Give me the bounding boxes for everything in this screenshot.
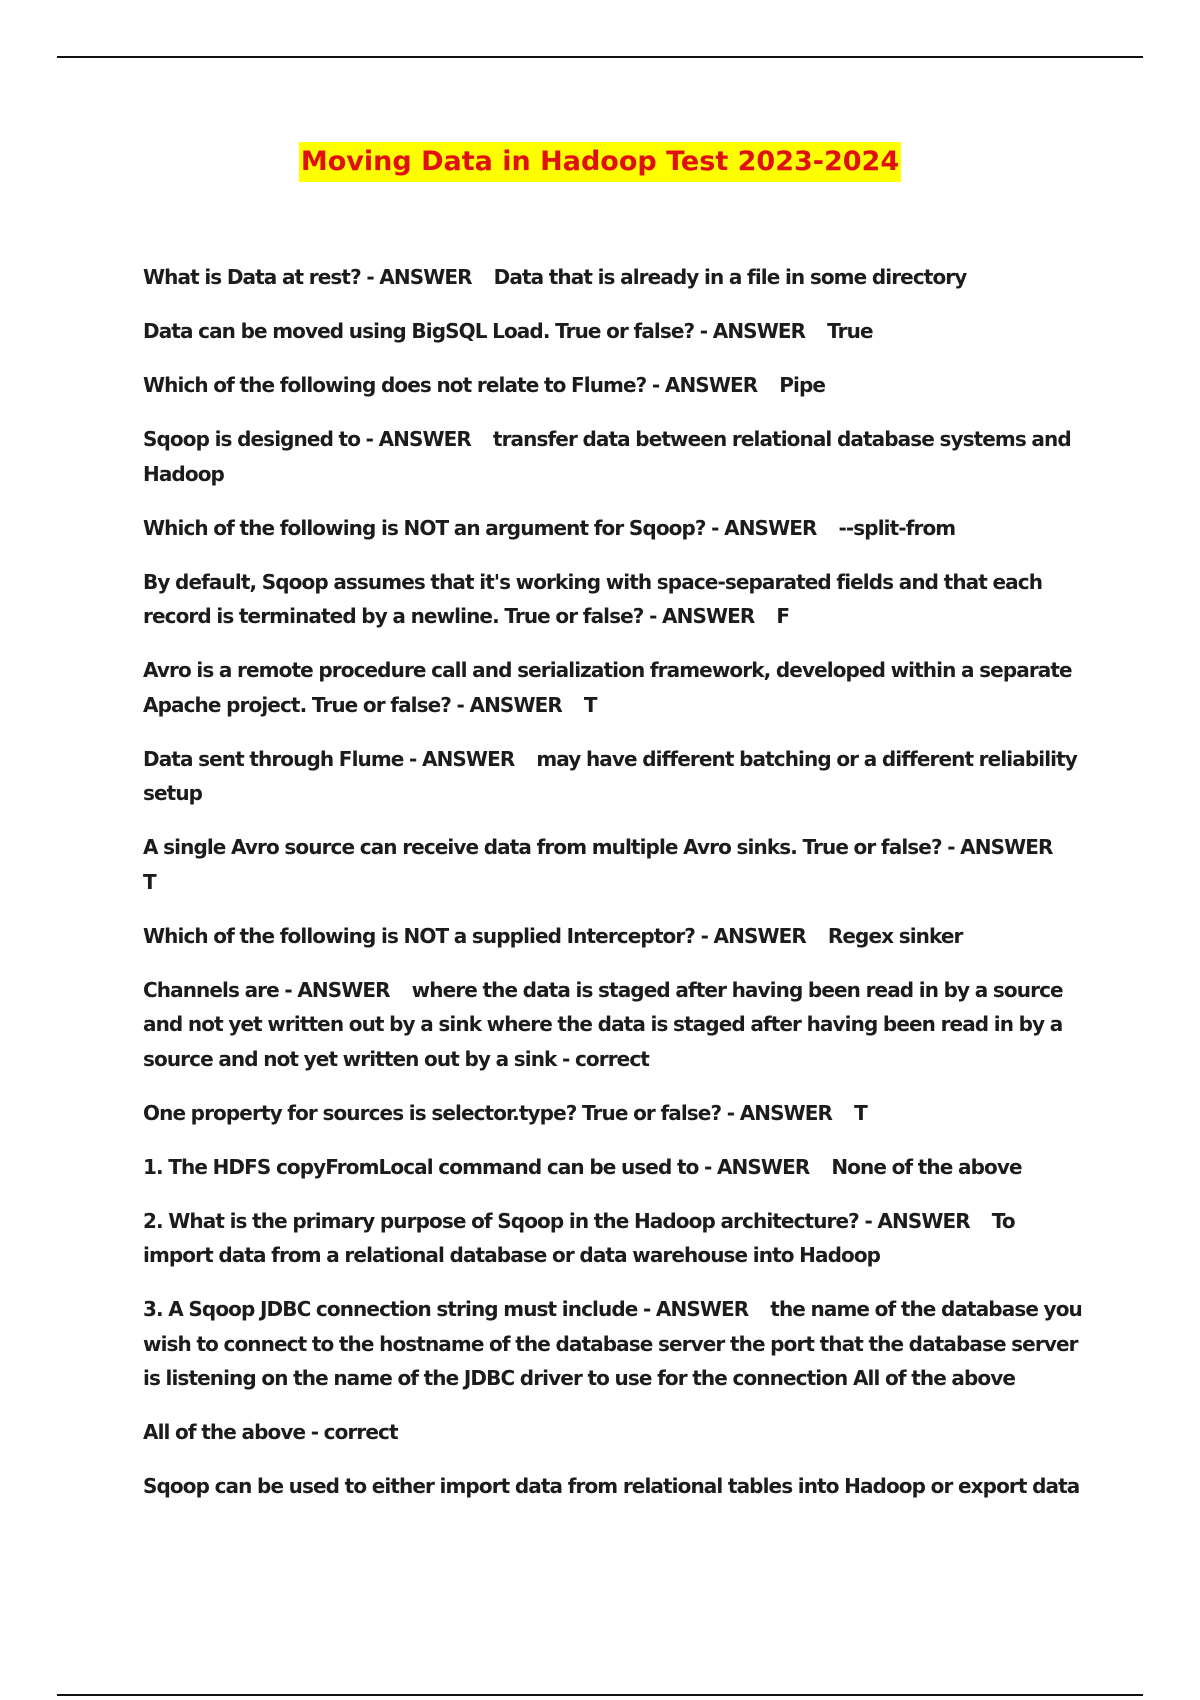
question-text: Which of the following is NOT a supplied Interceptor? - ANSWER	[143, 923, 806, 948]
question-text: 3. A Sqoop JDBC connection string must include - ANSWER	[143, 1297, 749, 1321]
answer-text: None of the above	[831, 1154, 1022, 1179]
question-text: Sqoop is designed to - ANSWER	[143, 427, 471, 451]
question-text: Which of the following is NOT an argument for Sqoop? - ANSWER	[143, 515, 817, 540]
answer-text: T	[583, 692, 597, 717]
answer-text: --split-from	[838, 515, 956, 540]
question-text: Avro is a remote procedure call and serialization framework, developed within a separate Apache project. True or false? - ANSWER	[143, 658, 1072, 717]
question-text: What is Data at rest? - ANSWER	[143, 265, 472, 289]
qa-item	[143, 1150, 1083, 1185]
qa-item	[143, 742, 1083, 811]
qa-list	[143, 260, 1083, 1523]
answer-text: may have different batching or a different reliability setup	[143, 746, 1077, 805]
qa-item	[143, 368, 1083, 403]
answer-text: True	[827, 319, 873, 343]
top-rule	[57, 56, 1143, 58]
answer-text: the name of the database you wish to connect to the hostname of the database server the port that the database server is listening on the name of the JDBC driver to use for the connection All of the above	[143, 1297, 1082, 1390]
question-text: Data sent through Flume - ANSWER	[143, 746, 515, 771]
qa-item	[143, 422, 1083, 491]
trailing-line: Sqoop can be used to either import data from relational tables into Hadoop or export data	[143, 1474, 1080, 1498]
question-text: Which of the following does not relate to Flume? - ANSWER	[143, 373, 758, 397]
question-text: One property for sources is selector.type? True or false? - ANSWER	[143, 1100, 833, 1125]
answer-text: transfer data between relational database systems and Hadoop	[143, 427, 1071, 486]
answer-text: F	[776, 604, 790, 628]
question-text: By default, Sqoop assumes that it's working with space-separated fields and that each record is terminated by a newline. True or false? - ANSWER	[143, 569, 1043, 628]
answer-text: T	[854, 1100, 867, 1125]
answer-text: Pipe	[779, 373, 826, 397]
qa-item	[143, 653, 1083, 722]
question-text: 1. The HDFS copyFromLocal command can be used to - ANSWER	[143, 1154, 810, 1179]
bottom-rule	[57, 1694, 1143, 1696]
qa-item	[143, 1096, 1083, 1131]
title-container	[0, 142, 1200, 182]
qa-item	[143, 919, 1083, 954]
qa-item	[143, 565, 1083, 634]
qa-item	[143, 973, 1083, 1077]
document-title: Moving Data in Hadoop Test 2023-2024	[299, 142, 901, 182]
question-text: 2. What is the primary purpose of Sqoop in the Hadoop architecture? - ANSWER	[143, 1208, 970, 1233]
qa-item	[143, 1292, 1083, 1396]
question-text: Data can be moved using BigSQL Load. True or false? - ANSWER	[143, 319, 806, 343]
question-text: A single Avro source can receive data from multiple Avro sinks. True or false? - ANSWER	[143, 835, 1053, 859]
qa-item	[143, 260, 1083, 295]
question-text: Channels are - ANSWER	[143, 977, 390, 1002]
qa-item	[143, 511, 1083, 546]
trailing-line: All of the above - correct	[143, 1420, 398, 1444]
qa-item	[143, 830, 1083, 899]
qa-item	[143, 1204, 1083, 1273]
answer-text: where the data is staged after having been read in by a source and not yet written out by a sink where the data is staged after having been read in by a source and not yet written out by a sink - correct	[143, 977, 1063, 1071]
answer-text: Data that is already in a file in some directory	[493, 265, 967, 289]
answer-text: Regex sinker	[827, 923, 963, 948]
qa-item	[143, 314, 1083, 349]
answer-text: To import data from a relational database or data warehouse into Hadoop	[143, 1208, 1015, 1267]
answer-text: T	[143, 869, 156, 894]
